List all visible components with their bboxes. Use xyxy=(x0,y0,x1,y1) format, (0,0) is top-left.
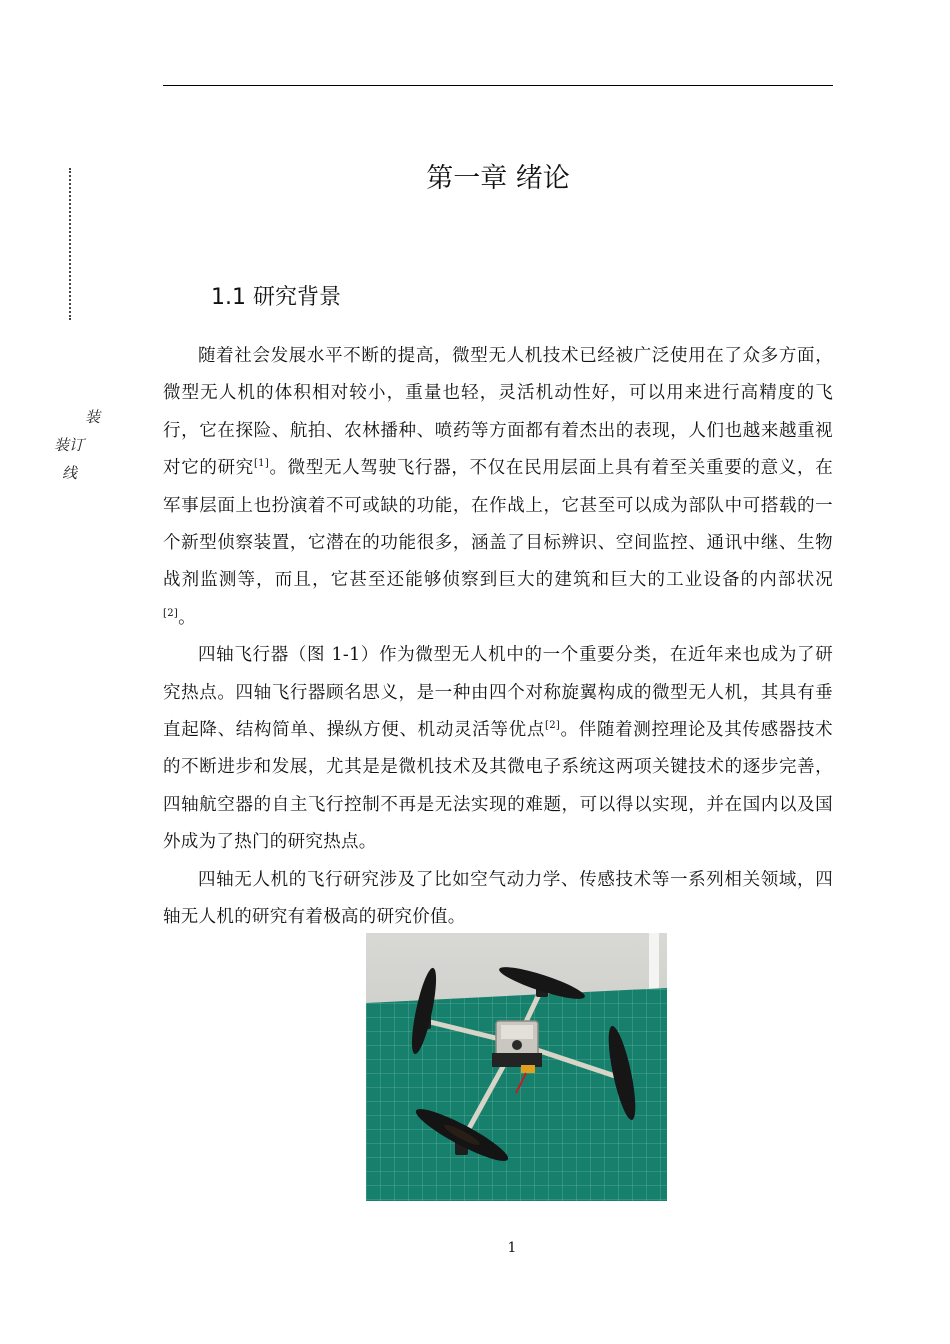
citation: [1] xyxy=(253,458,270,470)
section-title: 1.1 研究背景 xyxy=(211,285,341,310)
body-text xyxy=(163,338,833,937)
page-number: 1 xyxy=(507,1240,517,1256)
header-rule xyxy=(163,85,833,86)
chapter-title: 第一章 绪论 xyxy=(426,163,570,194)
paragraph: 随着社会发展水平不断的提高，微型无人机技术已经被广泛使用在了众多方面，微型无人机的体积相对较小，重量也轻，灵活机动性好，可以用来进行高精度的飞行，它在探险、航拍、农林播种、喷药等方面都有着杰出的表现，人们也越来越重视对它的研究[1]。微型无人驾驶飞行器，不仅在民用层面上具有着至关重要的意义，在军事层面上也扮演着不可或缺的功能，在作战上，它甚至可以成为部队中可搭载的一个新型侦察装置，它潜在的功能很多，涵盖了目标辨识、空间监控、通讯中继、生物战剂监测等，而且，它甚至还能够侦察到巨大的建筑和巨大的工业设备的内部状况[2]。 xyxy=(163,346,833,628)
quadcopter-photo xyxy=(366,933,667,1201)
paragraph: 四轴飞行器（图 1-1）作为微型无人机中的一个重要分类，在近年来也成为了研究热点。四轴飞行器顾名思义，是一种由四个对称旋翼构成的微型无人机，其具有垂直起降、结构简单、操纵方便、机动灵活等优点[2]。伴随着测控理论及其传感器技术的不断进步和发展，尤其是是微机技术及其微电子系统这两项关键技术的逐步完善，四轴航空器的自主飞行控制不再是无法实现的难题，可以得以实现，并在国内以及国外成为了热门的研究热点。 xyxy=(163,645,833,853)
binding-label-zhuang: 装 xyxy=(85,408,101,426)
binding-label-xian: 线 xyxy=(62,464,78,482)
citation: [2] xyxy=(163,608,179,620)
paragraph: 四轴无人机的飞行研究涉及了比如空气动力学、传感技术等一系列相关领域，四轴无人机的研究有着极高的研究价值。 xyxy=(163,869,833,928)
citation: [2] xyxy=(545,720,561,732)
binding-line xyxy=(69,168,71,320)
binding-label-zhuangding: 装订 xyxy=(54,436,85,454)
